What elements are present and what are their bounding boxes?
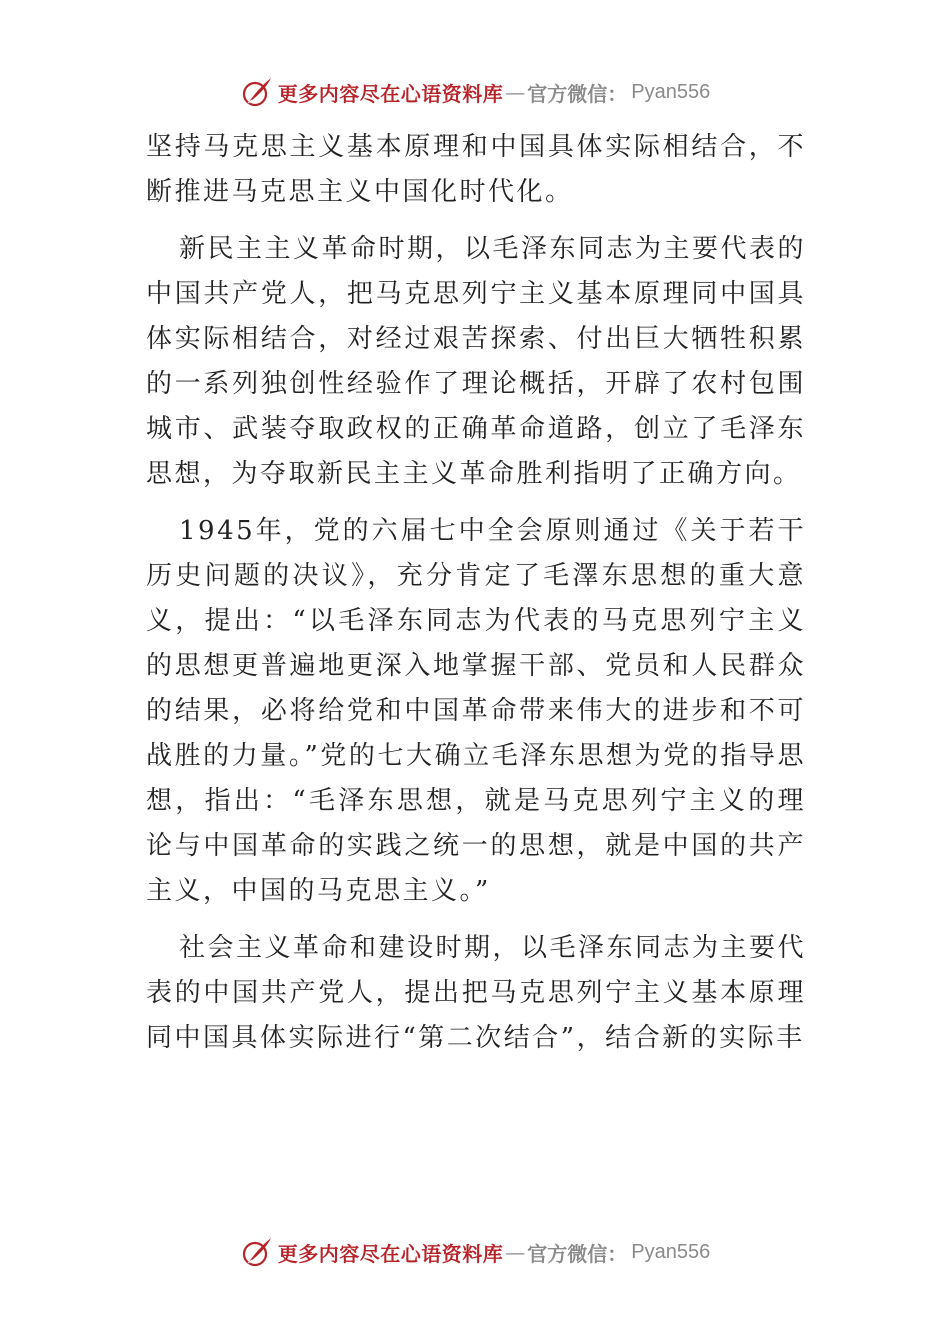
banner-separator: — <box>505 80 526 104</box>
paragraph-3: 1945年，党的六届七中全会原则通过《关于若干历史问题的决议》，充分肯定了毛澤东思想的重大意义，提出：“以毛泽东同志为代表的马克思列宁主义的思想更普遍地更深入地掌握干部、党员和人民群众的结果，必将给党和中国革命带来伟大的进步和不可战胜的力量。”党的七大确立毛泽东思想为党的指导思想，指出：“毛泽东思想，就是马克思列宁主义的理论与中国革命的实践之统一的思想，就是中国的共产主义，中国的马克思主义。” <box>146 516 806 906</box>
quill-pen-circle-icon <box>240 75 274 109</box>
banner-wechat-id: Pyan556 <box>631 80 711 103</box>
footer-banner-separator: — <box>505 1240 526 1264</box>
paragraph-4: 社会主义革命和建设时期，以毛泽东同志为主要代表的中国共产党人，提出把马克思列宁主义基本原理同中国具体实际进行“第二次结合”，结合新的实际丰 <box>146 933 807 1053</box>
footer-banner-wechat-label: 官方微信： <box>527 1241 628 1266</box>
paragraph-2: 新民主主义革命时期，以毛泽东同志为主要代表的中国共产党人，把马克思列宁主义基本原理同中国具体实际相结合，对经过艰苦探索、付出巨大牺牲积累的一系列独创性经验作了理论概括，开辟了农村包围城市、武装夺取政权的正确革命道路，创立了毛泽东思想，为夺取新民主主义革命胜利指明了正确方向。 <box>146 234 807 489</box>
paragraph-1: 坚持马克思主义基本原理和中国具体实际相结合，不断推进马克思主义中国化时代化。 <box>146 132 806 207</box>
banner-title: 更多内容尽在心语资料库 <box>277 81 504 106</box>
footer-banner-wechat-id: Pyan556 <box>631 1240 711 1263</box>
document-body <box>146 125 806 1073</box>
footer-banner-title: 更多内容尽在心语资料库 <box>277 1241 504 1266</box>
banner-wechat-label: 官方微信： <box>527 81 628 106</box>
page-footer-banner <box>0 1232 950 1272</box>
page-header-banner <box>0 72 950 112</box>
quill-pen-circle-icon <box>240 1235 274 1269</box>
